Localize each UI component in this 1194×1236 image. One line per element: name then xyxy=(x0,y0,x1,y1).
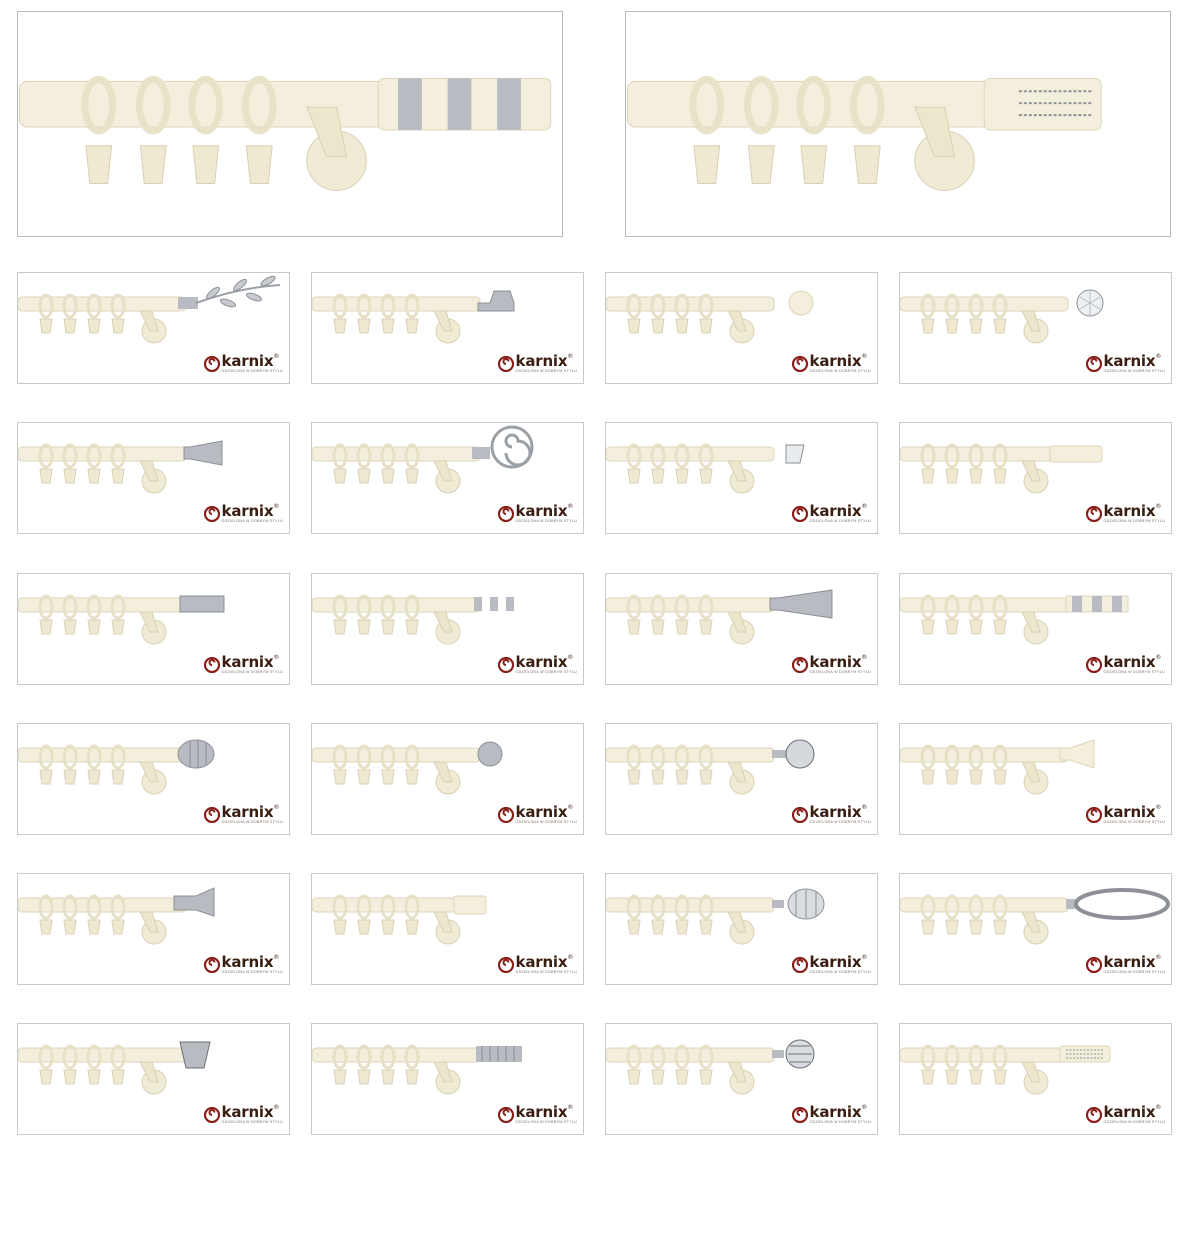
brand-tagline: ODZIELONA W DOBRYM STYLU xyxy=(1103,1120,1165,1125)
brand-logo xyxy=(498,504,577,524)
karnix-swirl-icon xyxy=(204,356,220,372)
karnix-swirl-icon xyxy=(792,657,808,673)
brand-tagline: ODZIELONA W DOBRYM STYLU xyxy=(809,1120,871,1125)
brand-name: karnix® xyxy=(221,803,280,822)
brand-tagline: ODZIELONA W DOBRYM STYLU xyxy=(515,970,577,975)
product-card[interactable] xyxy=(899,1023,1172,1135)
brand-name: karnix® xyxy=(515,1103,574,1122)
brand-logo xyxy=(1086,805,1165,825)
brand-tagline: ODZIELONA W DOBRYM STYLU xyxy=(515,369,577,374)
brand-tagline: ODZIELONA W DOBRYM STYLU xyxy=(515,519,577,524)
brand-name: karnix® xyxy=(1103,653,1162,672)
brand-name: karnix® xyxy=(515,953,574,972)
brand-name: karnix® xyxy=(515,653,574,672)
product-card[interactable] xyxy=(605,573,878,685)
product-card[interactable] xyxy=(311,873,584,985)
brand-name: karnix® xyxy=(809,1103,868,1122)
brand-name: karnix® xyxy=(515,803,574,822)
product-card[interactable] xyxy=(605,1023,878,1135)
brand-tagline: ODZIELONA W DOBRYM STYLU xyxy=(221,519,283,524)
brand-logo xyxy=(204,1105,283,1125)
brand-name: karnix® xyxy=(1103,953,1162,972)
brand-logo xyxy=(1086,655,1165,675)
product-card[interactable] xyxy=(605,272,878,384)
brand-logo xyxy=(1086,354,1165,374)
brand-logo xyxy=(792,955,871,975)
karnix-swirl-icon xyxy=(498,1107,514,1123)
brand-name: karnix® xyxy=(1103,352,1162,371)
product-card[interactable] xyxy=(17,873,290,985)
product-variant-grid xyxy=(17,272,1172,1136)
karnix-swirl-icon xyxy=(792,506,808,522)
karnix-swirl-icon xyxy=(1086,1107,1102,1123)
karnix-swirl-icon xyxy=(792,807,808,823)
brand-tagline: ODZIELONA W DOBRYM STYLU xyxy=(221,670,283,675)
brand-name: karnix® xyxy=(1103,803,1162,822)
brand-tagline: ODZIELONA W DOBRYM STYLU xyxy=(809,519,871,524)
brand-tagline: ODZIELONA W DOBRYM STYLU xyxy=(809,820,871,825)
brand-logo xyxy=(204,655,283,675)
brand-tagline: ODZIELONA W DOBRYM STYLU xyxy=(1103,519,1165,524)
brand-name: karnix® xyxy=(221,653,280,672)
brand-name: karnix® xyxy=(809,953,868,972)
brand-logo xyxy=(204,504,283,524)
product-card[interactable] xyxy=(899,573,1172,685)
brand-name: karnix® xyxy=(515,352,574,371)
karnix-swirl-icon xyxy=(204,957,220,973)
product-card[interactable] xyxy=(605,873,878,985)
brand-logo xyxy=(204,955,283,975)
product-card[interactable] xyxy=(17,573,290,685)
karnix-swirl-icon xyxy=(498,807,514,823)
brand-name: karnix® xyxy=(221,1103,280,1122)
product-card[interactable] xyxy=(899,422,1172,534)
product-card[interactable] xyxy=(17,422,290,534)
karnix-swirl-icon xyxy=(204,506,220,522)
brand-tagline: ODZIELONA W DOBRYM STYLU xyxy=(809,670,871,675)
brand-logo xyxy=(204,354,283,374)
brand-name: karnix® xyxy=(1103,502,1162,521)
product-card[interactable] xyxy=(605,723,878,835)
karnix-swirl-icon xyxy=(204,1107,220,1123)
brand-logo xyxy=(792,805,871,825)
karnix-swirl-icon xyxy=(1086,657,1102,673)
product-card[interactable] xyxy=(311,573,584,685)
brand-logo xyxy=(498,955,577,975)
product-card[interactable] xyxy=(605,422,878,534)
brand-logo xyxy=(792,354,871,374)
brand-tagline: ODZIELONA W DOBRYM STYLU xyxy=(809,369,871,374)
karnix-swirl-icon xyxy=(498,506,514,522)
brand-name: karnix® xyxy=(809,653,868,672)
brand-tagline: ODZIELONA W DOBRYM STYLU xyxy=(221,1120,283,1125)
product-card[interactable] xyxy=(899,272,1172,384)
brand-logo xyxy=(498,354,577,374)
hero-image-right xyxy=(625,11,1171,237)
karnix-swirl-icon xyxy=(498,657,514,673)
brand-logo xyxy=(498,1105,577,1125)
brand-name: karnix® xyxy=(221,953,280,972)
brand-logo xyxy=(792,655,871,675)
brand-logo xyxy=(792,1105,871,1125)
brand-name: karnix® xyxy=(221,502,280,521)
karnix-swirl-icon xyxy=(1086,957,1102,973)
curtain-rod-crystal-band-image xyxy=(626,12,1170,236)
product-card[interactable] xyxy=(311,422,584,534)
product-card[interactable] xyxy=(899,873,1172,985)
product-card[interactable] xyxy=(311,272,584,384)
brand-name: karnix® xyxy=(515,502,574,521)
product-card[interactable] xyxy=(17,723,290,835)
brand-tagline: ODZIELONA W DOBRYM STYLU xyxy=(1103,670,1165,675)
brand-logo xyxy=(498,655,577,675)
brand-logo xyxy=(1086,504,1165,524)
brand-logo xyxy=(498,805,577,825)
brand-name: karnix® xyxy=(809,352,868,371)
curtain-rod-chrome-band-image xyxy=(18,12,562,236)
brand-logo xyxy=(204,805,283,825)
brand-tagline: ODZIELONA W DOBRYM STYLU xyxy=(515,670,577,675)
hero-image-left xyxy=(17,11,563,237)
brand-tagline: ODZIELONA W DOBRYM STYLU xyxy=(1103,820,1165,825)
product-card[interactable] xyxy=(899,723,1172,835)
karnix-swirl-icon xyxy=(1086,356,1102,372)
product-card[interactable] xyxy=(311,1023,584,1135)
brand-tagline: ODZIELONA W DOBRYM STYLU xyxy=(515,1120,577,1125)
karnix-swirl-icon xyxy=(204,807,220,823)
karnix-swirl-icon xyxy=(792,1107,808,1123)
brand-tagline: ODZIELONA W DOBRYM STYLU xyxy=(1103,970,1165,975)
brand-tagline: ODZIELONA W DOBRYM STYLU xyxy=(809,970,871,975)
brand-tagline: ODZIELONA W DOBRYM STYLU xyxy=(221,369,283,374)
karnix-swirl-icon xyxy=(498,957,514,973)
brand-tagline: ODZIELONA W DOBRYM STYLU xyxy=(221,820,283,825)
brand-name: karnix® xyxy=(809,803,868,822)
brand-name: karnix® xyxy=(221,352,280,371)
brand-logo xyxy=(1086,955,1165,975)
karnix-swirl-icon xyxy=(1086,807,1102,823)
karnix-swirl-icon xyxy=(204,657,220,673)
brand-tagline: ODZIELONA W DOBRYM STYLU xyxy=(1103,369,1165,374)
brand-tagline: ODZIELONA W DOBRYM STYLU xyxy=(515,820,577,825)
karnix-swirl-icon xyxy=(792,957,808,973)
product-card[interactable] xyxy=(17,1023,290,1135)
brand-name: karnix® xyxy=(1103,1103,1162,1122)
brand-name: karnix® xyxy=(809,502,868,521)
brand-logo xyxy=(792,504,871,524)
karnix-swirl-icon xyxy=(1086,506,1102,522)
brand-logo xyxy=(1086,1105,1165,1125)
brand-tagline: ODZIELONA W DOBRYM STYLU xyxy=(221,970,283,975)
karnix-swirl-icon xyxy=(498,356,514,372)
product-card[interactable] xyxy=(17,272,290,384)
karnix-swirl-icon xyxy=(792,356,808,372)
product-card[interactable] xyxy=(311,723,584,835)
